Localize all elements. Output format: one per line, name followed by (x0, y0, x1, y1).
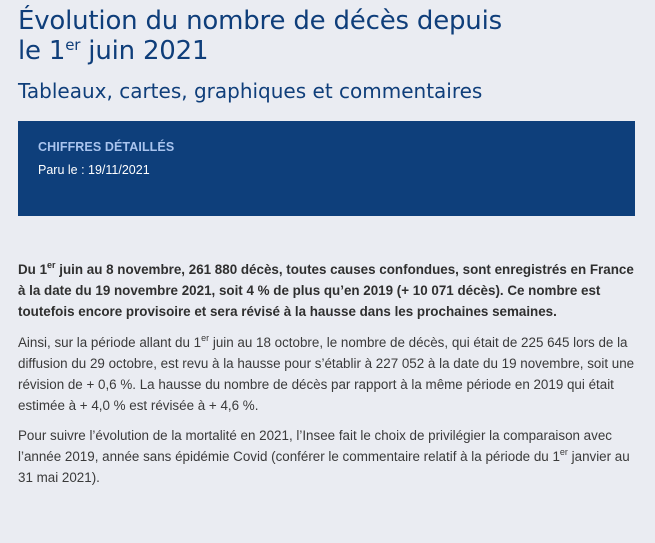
lead-ordinal: er (47, 260, 56, 270)
page-subtitle: Tableaux, cartes, graphiques et commentaires (18, 79, 483, 103)
revision-ordinal: er (201, 333, 210, 343)
comparison-paragraph (18, 425, 638, 488)
publication-banner (18, 121, 635, 216)
banner-kicker: CHIFFRES DÉTAILLÉS (38, 140, 175, 154)
lead-paragraph (18, 259, 638, 322)
page-title-line1: Évolution du nombre de décès depuis (18, 6, 502, 36)
comparison-ordinal: er (559, 447, 568, 457)
revision-text-end: juin au 18 octobre, le nombre de décès, qui était de 225 645 lors de la diffusion du 29 octobre, est revu à la hausse pour s’établir à 227 052 à la date du 19 novembre, soit une révision de + 0,6 %. La hausse du nombre de décès par rapport à la même période en 2019 qui était estimée à + 4,0 % est révisée à + 4,6 %. (18, 335, 635, 413)
revision-paragraph (18, 332, 638, 416)
comparison-text-end: janvier au 31 mai 2021). (18, 449, 630, 485)
page-title-line2-end: juin 2021 (80, 36, 209, 66)
lead-text-end: juin au 8 novembre, 261 880 décès, toutes causes confondues, sont enregistrés en France à la date du 19 novembre 2021, soit 4 % de plus qu’en 2019 (+ 10 071 décès). Ce nombre est toutefois encore provisoire et sera révisé à la hausse dans les prochaines semaines. (18, 262, 634, 319)
publication-date: Paru le : 19/11/2021 (38, 163, 150, 177)
article-body (18, 259, 638, 497)
revision-text-start: Ainsi, sur la période allant du 1 (18, 335, 202, 350)
lead-text-start: Du 1 (18, 262, 48, 277)
page-title-line2-start: le 1 (18, 36, 66, 66)
page-title (18, 6, 638, 66)
comparison-text-start: Pour suivre l’évolution de la mortalité en 2021, l’Insee fait le choix de privilégier la comparaison avec l’année 2019, année sans épidémie Covid (conférer le commentaire relatif à la période du 1 (18, 428, 612, 464)
page-title-ordinal: er (65, 36, 81, 54)
